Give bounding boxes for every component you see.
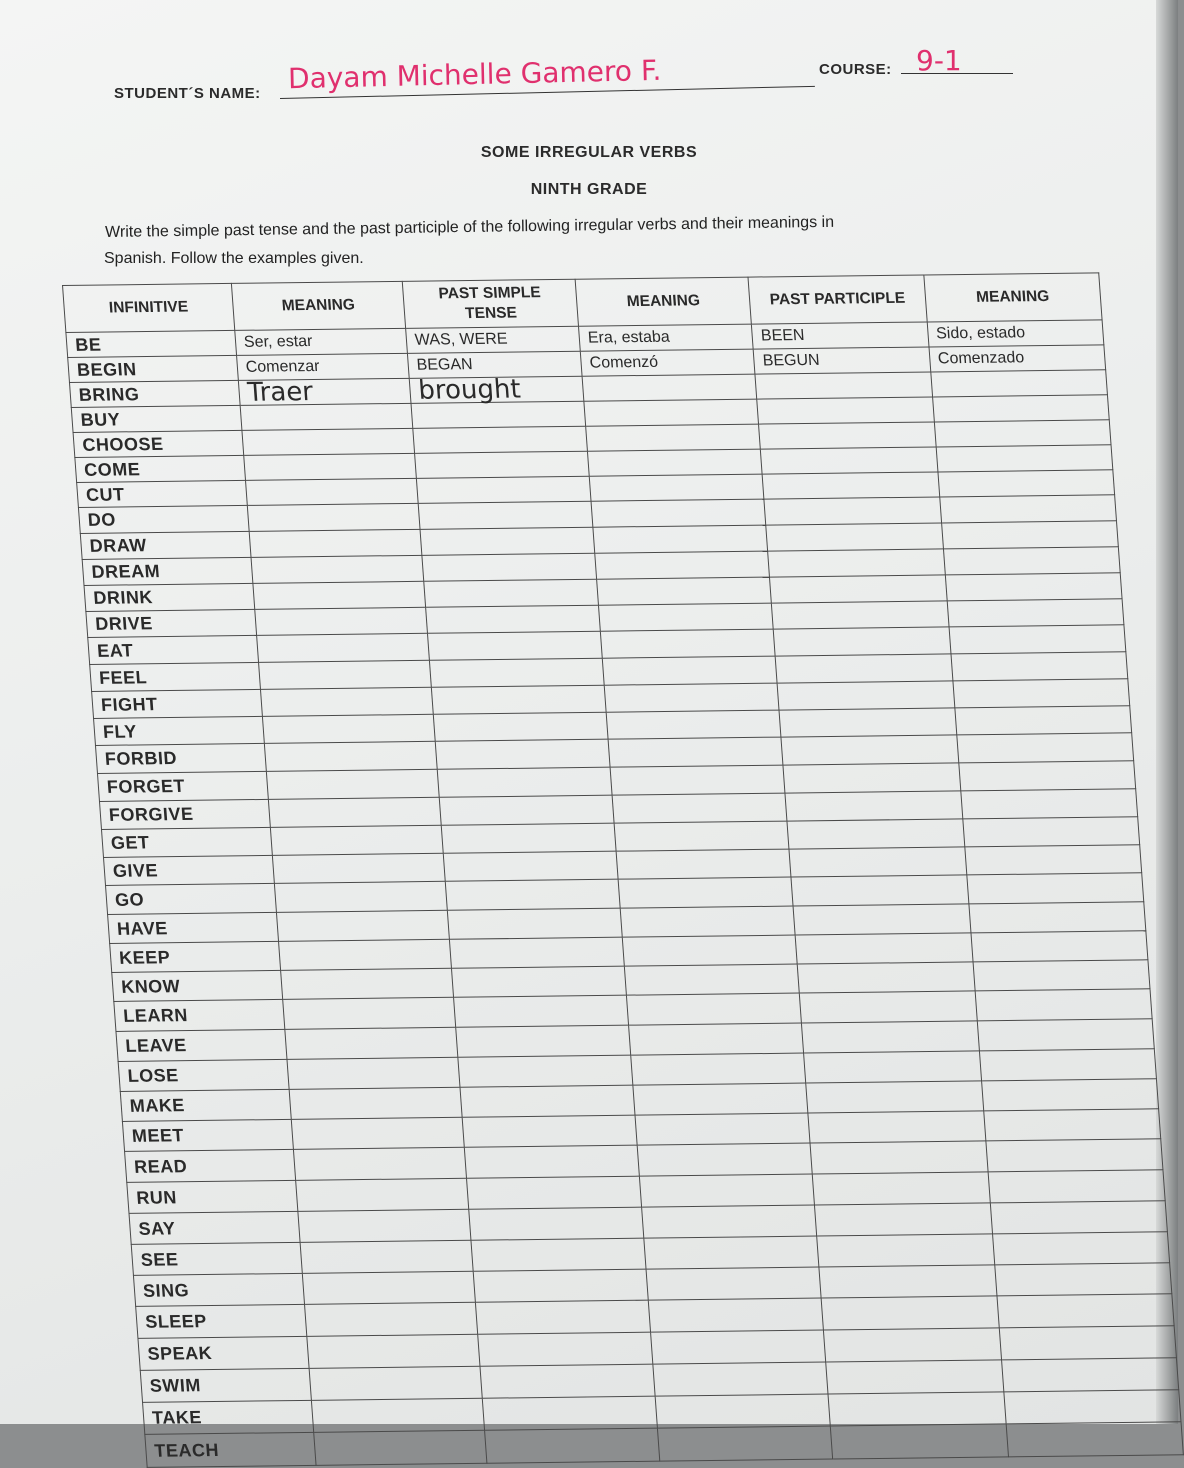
- participle-meaning-cell[interactable]: [936, 445, 1113, 472]
- infinitive-cell: DREAM: [82, 557, 253, 585]
- meaning-cell[interactable]: [283, 997, 456, 1029]
- past-meaning-cell[interactable]: [622, 935, 797, 966]
- past-simple-cell[interactable]: BEGAN: [407, 351, 582, 378]
- participle-meaning-cell[interactable]: Sido, estado: [927, 320, 1104, 347]
- infinitive-cell: DRAW: [80, 531, 251, 559]
- infinitive-cell: DRIVE: [86, 609, 257, 637]
- infinitive-cell: CHOOSE: [73, 430, 244, 457]
- past-meaning-cell[interactable]: [644, 1236, 819, 1269]
- past-participle-cell[interactable]: [831, 1424, 1009, 1459]
- infinitive-cell: GO: [106, 883, 277, 914]
- infinitive-cell: TEACH: [145, 1432, 316, 1467]
- participle-meaning-cell[interactable]: [943, 547, 1120, 575]
- past-meaning-cell[interactable]: [606, 710, 781, 739]
- past-simple-cell[interactable]: [469, 1207, 644, 1240]
- past-simple-cell[interactable]: [462, 1115, 637, 1147]
- participle-meaning-cell[interactable]: [932, 395, 1109, 422]
- participle-meaning-cell[interactable]: [954, 706, 1131, 735]
- past-participle-cell[interactable]: [808, 1111, 985, 1143]
- participle-meaning-cell[interactable]: [988, 1170, 1165, 1203]
- infinitive-cell: EAT: [88, 635, 259, 664]
- meaning-cell[interactable]: [272, 853, 445, 883]
- past-participle-cell[interactable]: [789, 847, 966, 877]
- past-meaning-cell[interactable]: [655, 1394, 830, 1428]
- past-simple-cell[interactable]: [447, 908, 622, 939]
- past-simple-cell[interactable]: [464, 1145, 639, 1178]
- past-meaning-cell[interactable]: [635, 1113, 810, 1145]
- past-simple-cell[interactable]: [460, 1085, 635, 1117]
- infinitive-cell: READ: [125, 1149, 296, 1182]
- past-meaning-cell[interactable]: [620, 906, 795, 937]
- participle-meaning-cell[interactable]: [947, 599, 1124, 627]
- meaning-cell[interactable]: [304, 1302, 477, 1336]
- past-meaning-cell[interactable]: [624, 964, 799, 995]
- meaning-cell[interactable]: Comenzar: [236, 353, 409, 380]
- participle-meaning-cell[interactable]: [997, 1294, 1175, 1328]
- past-simple-cell[interactable]: [420, 527, 595, 555]
- verbs-table: [62, 272, 1184, 1468]
- past-simple-cell[interactable]: [414, 451, 589, 478]
- past-simple-cell[interactable]: WAS, WERE: [406, 326, 581, 353]
- grade-title: NINTH GRADE: [530, 181, 648, 198]
- meaning-cell[interactable]: [300, 1240, 473, 1273]
- meaning-cell[interactable]: [247, 503, 420, 531]
- participle-meaning-cell[interactable]: [930, 370, 1107, 397]
- past-meaning-cell[interactable]: Era, estaba: [579, 324, 754, 351]
- past-participle-cell[interactable]: [797, 962, 974, 993]
- infinitive-cell: SEE: [131, 1242, 302, 1275]
- infinitive-cell: BEGIN: [68, 355, 239, 382]
- past-participle-cell[interactable]: [802, 1021, 979, 1053]
- infinitive-cell: LEARN: [114, 999, 285, 1031]
- participle-meaning-cell[interactable]: [1006, 1422, 1184, 1457]
- meaning-cell[interactable]: [285, 1027, 458, 1059]
- past-simple-cell[interactable]: [482, 1396, 657, 1430]
- past-participle-cell[interactable]: [804, 1051, 981, 1083]
- past-simple-cell[interactable]: [437, 767, 612, 797]
- meaning-cell[interactable]: [314, 1430, 487, 1465]
- past-participle-cell[interactable]: [773, 627, 950, 656]
- past-meaning-cell[interactable]: [584, 399, 759, 426]
- past-participle-cell[interactable]: [755, 372, 932, 399]
- meaning-cell[interactable]: [264, 741, 437, 771]
- past-meaning-cell[interactable]: [653, 1362, 828, 1396]
- infinitive-cell: GET: [101, 827, 272, 857]
- past-meaning-cell[interactable]: [602, 656, 777, 685]
- past-simple-cell[interactable]: [429, 658, 604, 687]
- infinitive-cell: LOSE: [118, 1059, 289, 1091]
- infinitive-cell: MEET: [122, 1119, 293, 1151]
- past-meaning-cell[interactable]: [633, 1083, 808, 1115]
- past-participle-cell[interactable]: [800, 991, 977, 1023]
- participle-meaning-cell[interactable]: [934, 420, 1111, 447]
- infinitive-cell: BRING: [69, 380, 240, 407]
- past-participle-cell[interactable]: [772, 601, 949, 629]
- past-meaning-cell[interactable]: [631, 1053, 806, 1085]
- meaning-cell[interactable]: [258, 660, 431, 689]
- past-participle-cell[interactable]: [819, 1265, 996, 1298]
- participle-meaning-cell[interactable]: [971, 931, 1148, 962]
- participle-meaning-cell[interactable]: [960, 789, 1137, 819]
- participle-meaning-cell[interactable]: [979, 1049, 1156, 1081]
- meaning-cell[interactable]: [255, 607, 428, 635]
- header-infinitive: INFINITIVE: [63, 283, 235, 332]
- header-past-simple: PAST SIMPLE TENSE: [402, 279, 578, 328]
- participle-meaning-cell[interactable]: [990, 1201, 1167, 1234]
- meaning-cell[interactable]: [251, 555, 424, 583]
- past-simple-cell[interactable]: [435, 739, 610, 769]
- past-participle-cell[interactable]: [817, 1234, 994, 1267]
- past-simple-cell[interactable]: [413, 426, 588, 453]
- past-simple-cell[interactable]: [425, 605, 600, 633]
- meaning-cell[interactable]: [309, 1366, 482, 1400]
- past-participle-cell[interactable]: [779, 708, 956, 737]
- past-simple-cell[interactable]: [451, 966, 626, 997]
- participle-meaning-cell[interactable]: [981, 1079, 1158, 1111]
- participle-meaning-cell[interactable]: [964, 845, 1141, 875]
- meaning-cell[interactable]: [296, 1178, 469, 1211]
- past-participle-cell[interactable]: [826, 1360, 1003, 1394]
- past-simple-cell[interactable]: [473, 1269, 648, 1302]
- past-participle-cell[interactable]: [770, 575, 947, 603]
- meaning-cell[interactable]: [302, 1271, 475, 1304]
- participle-meaning-cell[interactable]: [1001, 1358, 1179, 1392]
- past-participle-cell[interactable]: [768, 549, 945, 577]
- meaning-cell[interactable]: [245, 478, 418, 505]
- participle-meaning-cell[interactable]: [939, 495, 1116, 523]
- past-meaning-cell[interactable]: [595, 551, 770, 579]
- meaning-cell[interactable]: [293, 1147, 466, 1180]
- infinitive-cell: DO: [78, 505, 249, 533]
- past-participle-cell[interactable]: [777, 681, 954, 710]
- meaning-cell[interactable]: [249, 529, 422, 557]
- infinitive-cell: MAKE: [120, 1089, 291, 1121]
- past-simple-cell[interactable]: [424, 579, 599, 607]
- infinitive-cell: RUN: [127, 1180, 298, 1213]
- meaning-cell[interactable]: [287, 1057, 460, 1089]
- past-simple-cell[interactable]: [443, 851, 618, 881]
- past-participle-cell[interactable]: [785, 791, 962, 821]
- participle-meaning-cell[interactable]: [953, 679, 1130, 708]
- participle-meaning-cell[interactable]: [941, 521, 1118, 549]
- infinitive-cell: GIVE: [104, 855, 275, 885]
- infinitive-cell: BE: [66, 330, 237, 357]
- past-participle-cell[interactable]: [815, 1203, 992, 1236]
- past-simple-cell[interactable]: [427, 631, 602, 660]
- infinitive-cell: LEAVE: [116, 1029, 287, 1061]
- meaning-cell[interactable]: [280, 968, 453, 999]
- meaning-cell[interactable]: [256, 633, 429, 662]
- meaning-cell[interactable]: [260, 687, 433, 716]
- past-simple-cell[interactable]: [456, 1025, 631, 1057]
- past-meaning-cell[interactable]: [612, 793, 787, 823]
- meaning-cell[interactable]: [242, 428, 415, 455]
- infinitive-cell: FEEL: [90, 662, 261, 691]
- header-past-participle: PAST PARTICIPLE: [748, 275, 927, 324]
- participle-meaning-cell[interactable]: [949, 625, 1126, 654]
- past-simple-cell[interactable]: [453, 995, 628, 1027]
- infinitive-cell: BUY: [71, 405, 242, 432]
- instructions-line-1: Write the simple past tense and the past participle of the following irregular verbs and their meanings in: [105, 213, 835, 241]
- past-participle-cell[interactable]: [828, 1392, 1005, 1426]
- infinitive-cell: FORGET: [97, 771, 268, 801]
- past-participle-cell[interactable]: [795, 933, 972, 964]
- past-meaning-cell[interactable]: [586, 424, 761, 451]
- past-simple-cell[interactable]: [478, 1332, 653, 1366]
- infinitive-cell: SLEEP: [136, 1304, 307, 1338]
- past-participle-cell[interactable]: [787, 819, 964, 849]
- past-participle-cell[interactable]: BEGUN: [753, 347, 930, 374]
- meaning-cell[interactable]: [253, 581, 426, 609]
- infinitive-cell: FIGHT: [92, 689, 263, 718]
- course-label: COURSE:: [819, 61, 892, 78]
- participle-meaning-cell[interactable]: [994, 1263, 1171, 1296]
- past-meaning-cell[interactable]: [614, 821, 789, 851]
- infinitive-cell: SING: [133, 1273, 304, 1306]
- meaning-cell[interactable]: [289, 1087, 462, 1119]
- participle-meaning-cell[interactable]: [992, 1232, 1169, 1265]
- past-participle-cell[interactable]: [806, 1081, 983, 1113]
- infinitive-cell: TAKE: [143, 1400, 314, 1434]
- past-meaning-cell[interactable]: [657, 1426, 832, 1461]
- participle-meaning-cell[interactable]: Comenzado: [929, 345, 1106, 372]
- past-meaning-cell[interactable]: [600, 629, 775, 658]
- past-meaning-cell[interactable]: [604, 683, 779, 712]
- infinitive-cell: DRINK: [84, 583, 255, 611]
- header-meaning-participle: MEANING: [923, 273, 1102, 322]
- past-simple-cell[interactable]: brought: [409, 376, 584, 403]
- meaning-cell[interactable]: [278, 939, 451, 970]
- participle-meaning-cell[interactable]: [938, 470, 1115, 497]
- past-simple-cell[interactable]: [433, 712, 608, 741]
- past-meaning-cell[interactable]: [597, 577, 772, 605]
- participle-meaning-cell[interactable]: [975, 989, 1152, 1021]
- past-meaning-cell[interactable]: [599, 603, 774, 631]
- past-participle-cell[interactable]: [775, 654, 952, 683]
- meaning-cell[interactable]: [307, 1334, 480, 1368]
- participle-meaning-cell[interactable]: [962, 817, 1139, 847]
- past-simple-cell[interactable]: [418, 501, 593, 529]
- past-meaning-cell[interactable]: [648, 1298, 823, 1332]
- meaning-cell[interactable]: [268, 797, 441, 827]
- past-participle-cell[interactable]: [761, 447, 938, 474]
- meaning-cell[interactable]: [311, 1398, 484, 1432]
- meaning-cell[interactable]: Traer: [238, 378, 411, 405]
- infinitive-cell: KNOW: [112, 970, 283, 1001]
- participle-meaning-cell[interactable]: [999, 1326, 1177, 1360]
- past-participle-cell[interactable]: [793, 904, 970, 935]
- past-meaning-cell[interactable]: [582, 374, 757, 401]
- past-simple-cell[interactable]: [458, 1055, 633, 1087]
- past-participle-cell[interactable]: [824, 1328, 1001, 1362]
- participle-meaning-cell[interactable]: [956, 733, 1133, 763]
- past-simple-cell[interactable]: [416, 476, 591, 503]
- participle-meaning-cell[interactable]: [985, 1139, 1162, 1172]
- past-meaning-cell[interactable]: [591, 499, 766, 527]
- past-meaning-cell[interactable]: [593, 525, 768, 553]
- past-simple-cell[interactable]: [439, 795, 614, 825]
- student-name-value: Dayam Michelle Gamero F.: [287, 53, 662, 96]
- meaning-cell[interactable]: [244, 453, 417, 480]
- past-meaning-cell[interactable]: [637, 1143, 812, 1176]
- past-participle-cell[interactable]: [791, 875, 968, 906]
- past-meaning-cell[interactable]: [639, 1174, 814, 1207]
- meaning-cell[interactable]: [291, 1117, 464, 1149]
- past-simple-cell[interactable]: [422, 553, 597, 581]
- infinitive-cell: SPEAK: [138, 1336, 309, 1370]
- participle-meaning-cell[interactable]: [945, 573, 1122, 601]
- past-simple-cell[interactable]: [466, 1176, 641, 1209]
- past-participle-cell[interactable]: [764, 497, 941, 525]
- past-simple-cell[interactable]: [445, 879, 620, 910]
- past-participle-cell[interactable]: [821, 1296, 998, 1330]
- course-value: 9-1: [916, 44, 962, 77]
- past-simple-cell[interactable]: [431, 685, 606, 714]
- past-simple-cell[interactable]: [480, 1364, 655, 1398]
- past-meaning-cell[interactable]: [626, 993, 801, 1025]
- past-participle-cell[interactable]: [762, 472, 939, 499]
- instructions-line-2: Spanish. Follow the examples given.: [104, 250, 364, 267]
- past-simple-cell[interactable]: [471, 1238, 646, 1271]
- participle-meaning-cell[interactable]: [968, 902, 1145, 933]
- infinitive-cell: KEEP: [110, 941, 281, 972]
- participle-meaning-cell[interactable]: [973, 960, 1150, 991]
- infinitive-cell: SAY: [129, 1211, 300, 1244]
- past-participle-cell[interactable]: BEEN: [752, 322, 929, 349]
- past-simple-cell[interactable]: [484, 1428, 659, 1463]
- header-meaning: MEANING: [231, 281, 405, 330]
- infinitive-cell: HAVE: [108, 912, 279, 943]
- past-meaning-cell[interactable]: [629, 1023, 804, 1055]
- past-meaning-cell[interactable]: [589, 474, 764, 501]
- meaning-cell[interactable]: [262, 714, 435, 743]
- past-meaning-cell[interactable]: [588, 449, 763, 476]
- past-participle-cell[interactable]: [757, 397, 934, 424]
- meaning-cell[interactable]: [298, 1209, 471, 1242]
- participle-meaning-cell[interactable]: [966, 873, 1143, 904]
- infinitive-cell: FORBID: [95, 743, 266, 773]
- past-meaning-cell[interactable]: Comenzó: [580, 349, 755, 376]
- participle-meaning-cell[interactable]: [1003, 1390, 1181, 1424]
- participle-meaning-cell[interactable]: [983, 1109, 1160, 1141]
- participle-meaning-cell[interactable]: [977, 1019, 1154, 1051]
- past-participle-cell[interactable]: [783, 763, 960, 793]
- past-meaning-cell[interactable]: [618, 877, 793, 908]
- past-participle-cell[interactable]: [812, 1172, 989, 1205]
- past-participle-cell[interactable]: [810, 1141, 987, 1174]
- infinitive-cell: SWIM: [140, 1368, 311, 1402]
- meaning-cell[interactable]: [266, 769, 439, 799]
- meaning-cell[interactable]: [276, 910, 449, 941]
- infinitive-cell: FORGIVE: [99, 799, 270, 829]
- past-meaning-cell[interactable]: [642, 1205, 817, 1238]
- past-participle-cell[interactable]: [759, 422, 936, 449]
- past-simple-cell[interactable]: [475, 1300, 650, 1334]
- past-meaning-cell[interactable]: [646, 1267, 821, 1300]
- past-meaning-cell[interactable]: [610, 765, 785, 795]
- infinitive-cell: CUT: [77, 480, 248, 507]
- past-participle-cell[interactable]: [781, 735, 958, 765]
- infinitive-cell: FLY: [94, 716, 265, 745]
- infinitive-cell: COME: [75, 455, 246, 482]
- meaning-cell[interactable]: [270, 825, 443, 855]
- meaning-cell[interactable]: [274, 881, 447, 912]
- meaning-cell[interactable]: Ser, estar: [235, 328, 408, 355]
- past-meaning-cell[interactable]: [651, 1330, 826, 1364]
- past-meaning-cell[interactable]: [616, 849, 791, 879]
- student-name-label: STUDENT´S NAME:: [114, 85, 261, 102]
- past-participle-cell[interactable]: [766, 523, 943, 551]
- worksheet-title: SOME IRREGULAR VERBS: [480, 144, 698, 161]
- past-meaning-cell[interactable]: [608, 737, 783, 767]
- participle-meaning-cell[interactable]: [951, 652, 1128, 681]
- header-meaning-past: MEANING: [575, 277, 751, 326]
- past-simple-cell[interactable]: [441, 823, 616, 853]
- past-simple-cell[interactable]: [449, 937, 624, 968]
- participle-meaning-cell[interactable]: [958, 761, 1135, 791]
